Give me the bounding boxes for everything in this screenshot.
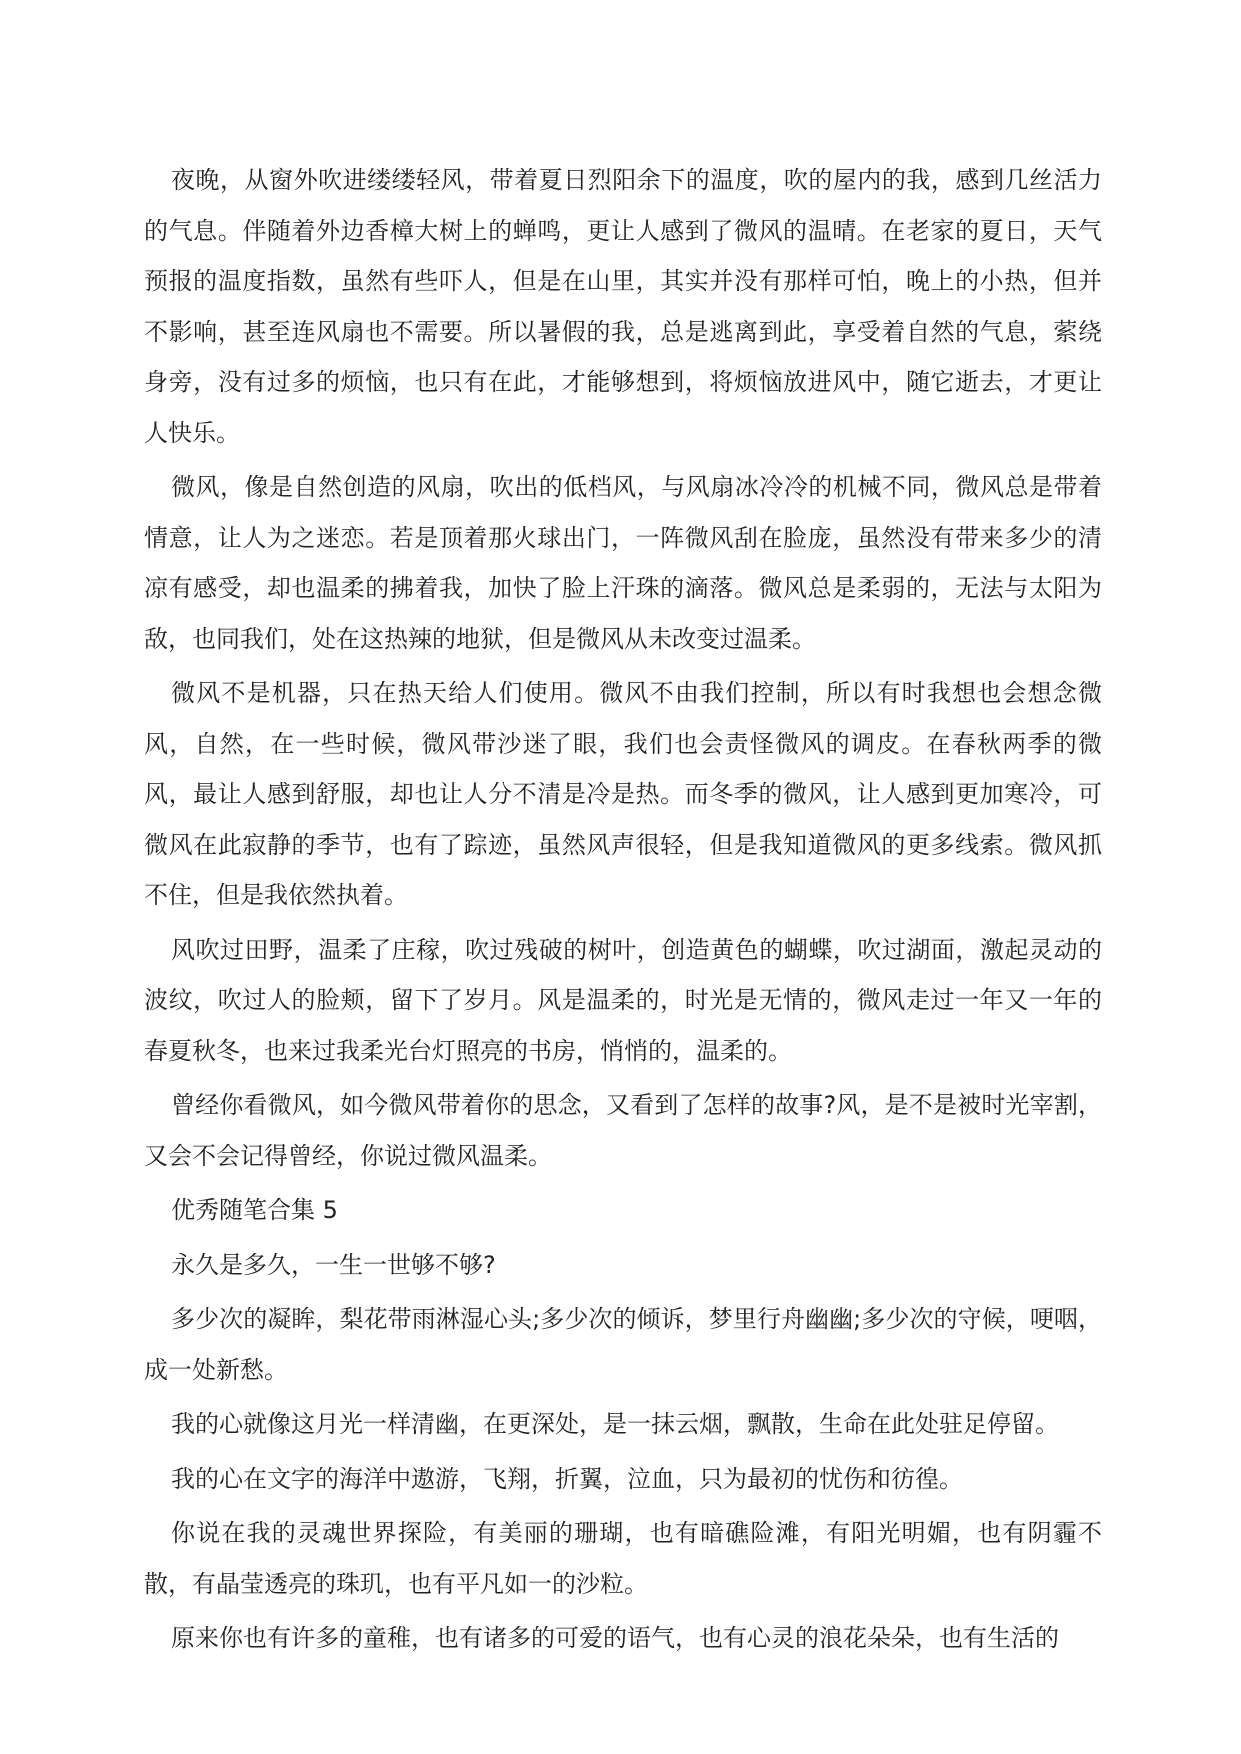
paragraph-2: 微风，像是自然创造的风扇，吹出的低档风，与风扇冰冷冷的机械不同，微风总是带着情意，让人为之迷恋。若是顶着那火球出门，一阵微风刮在脸庞，虽然没有带来多少的清凉有感受，却也温柔的拂着我，加快了脸上汗珠的滴落。微风总是柔弱的，无法与太阳为敌，也同我们，处在这热辣的地狱，但是微风从未改变过温柔。 xyxy=(144,473,1102,653)
paragraph-10: 你说在我的灵魂世界探险，有美丽的珊瑚，也有暗礁险滩，有阳光明媚，也有阴霾不散，有晶莹透亮的珠玑，也有平凡如一的沙粒。 xyxy=(144,1519,1102,1598)
paragraph-4: 风吹过田野，温柔了庄稼，吹过残破的树叶，创造黄色的蝴蝶，吹过湖面，激起灵动的波纹，吹过人的脸颊，留下了岁月。风是温柔的，时光是无情的，微风走过一年又一年的春夏秋冬，也来过我柔光台灯照亮的书房，悄悄的，温柔的。 xyxy=(144,935,1102,1065)
paragraph-6: 永久是多久，一生一世够不够? xyxy=(171,1250,496,1279)
section-title: 优秀随笔合集 5 xyxy=(171,1196,338,1224)
paragraph-5: 曾经你看微风，如今微风带着你的思念，又看到了怎样的故事?风，是不是被时光宰割，又会不会记得曾经，你说过微风温柔。 xyxy=(144,1091,1102,1170)
paragraph-1: 夜晚，从窗外吹进缕缕轻风，带着夏日烈阳余下的温度，吹的屋内的我，感到几丝活力的气息。伴随着外边香樟大树上的蝉鸣，更让人感到了微风的温晴。在老家的夏日，天气预报的温度指数，虽然有些吓人，但是在山里，其实并没有那样可怕，晚上的小热，但并不影响，甚至连风扇也不需要。所以暑假的我，总是逃离到此，享受着自然的气息，萦绕身旁，没有过多的烦恼，也只有在此，才能够想到，将烦恼放进风中，随它逝去，才更让人快乐。 xyxy=(144,166,1102,447)
paragraph-3: 微风不是机器，只在热天给人们使用。微风不由我们控制，所以有时我想也会想念微风，自然，在一些时候，微风带沙迷了眼，我们也会责怪微风的调皮。在春秋两季的微风，最让人感到舒服，却也让人分不清是冷是热。而冬季的微风，让人感到更加寒冷，可微风在此寂静的季节，也有了踪迹，虽然风声很轻，但是我知道微风的更多线索。微风抓不住，但是我依然执着。 xyxy=(144,679,1102,909)
paragraph-9: 我的心在文字的海洋中遨游，飞翔，折翼，泣血，只为最初的忧伤和彷徨。 xyxy=(171,1464,963,1493)
paragraph-11: 原来你也有许多的童稚，也有诸多的可爱的语气，也有心灵的浪花朵朵，也有生活的 xyxy=(171,1624,1059,1652)
document-body xyxy=(144,155,1102,1668)
paragraph-8: 我的心就像这月光一样清幽，在更深处，是一抹云烟，飘散，生命在此处驻足停留。 xyxy=(171,1410,1059,1438)
paragraph-7: 多少次的凝眸，梨花带雨淋湿心头;多少次的倾诉，梦里行舟幽幽;多少次的守候，哽咽，成一处新愁。 xyxy=(144,1305,1102,1384)
